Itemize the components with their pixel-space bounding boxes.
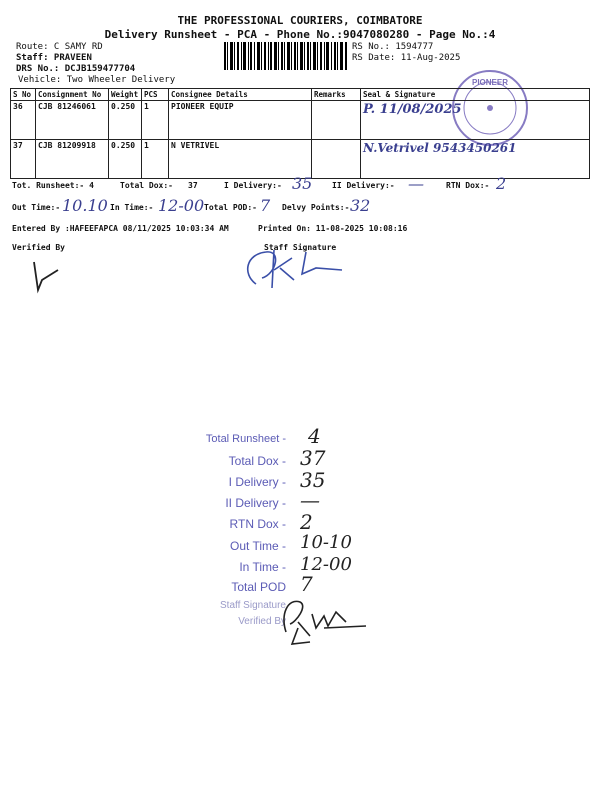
stamp-rtn-dox-value: 2 [300, 510, 313, 534]
i-delivery-handwritten: 35 [292, 174, 313, 193]
cell-remarks [312, 101, 361, 140]
stamp-in-time-label: In Time - [239, 560, 286, 574]
stamp-i-delivery-label: I Delivery - [228, 475, 286, 489]
stamp-out-time-label: Out Time - [229, 539, 286, 553]
col-sno: S No [11, 89, 36, 101]
company-title: THE PROFESSIONAL COURIERS, COIMBATORE [177, 14, 423, 27]
in-time-handwritten: 12-00 [158, 196, 205, 215]
barcode-image [224, 42, 348, 70]
handwritten-signature: N.Vetrivel 9543450261 [363, 141, 517, 155]
handwritten-signature: P. 11/08/2025 [363, 102, 462, 117]
cell-pcs: 1 [142, 140, 169, 179]
cell-weight: 0.250 [109, 140, 142, 179]
drs-label: DRS No.: DCJB159477704 [16, 64, 136, 74]
stamp-i-delivery-value: 35 [300, 468, 326, 492]
stamp-total-dox-label: Total Dox - [228, 454, 286, 468]
stamp-total-runsheet-label: Total Runsheet - [205, 433, 286, 445]
verified-by-label: Verified By [12, 243, 65, 252]
cell-consignee: PIONEER EQUIP [169, 101, 312, 140]
cell-signature [361, 140, 590, 179]
col-weight: Weight [109, 89, 142, 101]
rtn-dox-label: RTN Dox:- [446, 181, 490, 190]
tot-runsheet: Tot. Runsheet:- 4 [12, 181, 94, 190]
i-delivery-label: I Delivery:- [224, 181, 282, 190]
verifier-signature-scribble [28, 256, 68, 296]
stamp-text: PIONEER [471, 78, 508, 87]
table-row [11, 140, 590, 179]
rs-number: RS No.: 1594777 [352, 42, 434, 52]
table-header-row [11, 89, 590, 101]
out-time-label: Out Time:- [12, 203, 61, 212]
cell-pcs: 1 [142, 101, 169, 140]
delvy-points-label: Delvy Points:- [282, 203, 350, 212]
cell-sno: 36 [11, 101, 36, 140]
entered-by: Entered By :HAFEEFAPCA 08/11/2025 10:03:34 AM [12, 224, 229, 233]
col-consignee: Consignee Details [169, 89, 312, 101]
staff-signature-scribble [236, 244, 346, 294]
cell-sno: 37 [11, 140, 36, 179]
table-row [11, 101, 590, 140]
col-pcs: PCS [142, 89, 169, 101]
cell-consignment: CJB 81209918 [36, 140, 109, 179]
printed-on: Printed On: 11-08-2025 10:08:16 [258, 224, 408, 233]
vehicle-label: Vehicle: Two Wheeler Delivery [18, 75, 176, 85]
out-time-handwritten: 10.10 [62, 196, 108, 215]
route-label: Route: C SAMY RD [16, 42, 103, 52]
stamp-in-time-value: 12-00 [300, 554, 352, 575]
consignment-table [10, 88, 590, 179]
stamp-total-pod-value: 7 [300, 572, 313, 596]
runsheet-subtitle: Delivery Runsheet - PCA - Phone No.:9047080280 - Page No.:4 [104, 28, 496, 41]
stamp-ii-delivery-value: — [300, 488, 320, 512]
cell-signature [361, 101, 590, 140]
cell-weight: 0.250 [109, 101, 142, 140]
rtn-dox-handwritten: 2 [496, 174, 507, 193]
stamp-staff-signature-label: Staff Signature [220, 600, 286, 611]
stamp-rtn-dox-label: RTN Dox - [229, 517, 286, 531]
total-pod-label: Total POD:- [204, 203, 257, 212]
stamp-total-pod-label: Total POD [231, 580, 286, 594]
ii-delivery-label: II Delivery:- [332, 181, 395, 190]
total-dox-label: Total Dox:- [120, 181, 173, 190]
total-pod-handwritten: 7 [260, 196, 271, 215]
ii-delivery-handwritten: — [408, 174, 424, 193]
cell-consignment: CJB 81246061 [36, 101, 109, 140]
delvy-points-handwritten: 32 [350, 196, 371, 215]
cell-remarks [312, 140, 361, 179]
stamp-ii-delivery-label: II Delivery - [225, 496, 286, 510]
rs-date: RS Date: 11-Aug-2025 [352, 53, 461, 63]
in-time-label: In Time:- [110, 203, 154, 212]
stamp-total-dox-value: 37 [300, 446, 326, 470]
staff-label: Staff: PRAVEEN [16, 53, 92, 63]
total-dox-value: 37 [188, 181, 198, 190]
staff-signature-label: Staff Signature [264, 243, 337, 252]
col-seal-signature: Seal & Signature [361, 89, 590, 101]
stamp-total-runsheet-value: 4 [308, 424, 321, 448]
stamp-out-time-value: 10-10 [300, 532, 352, 553]
col-remarks: Remarks [312, 89, 361, 101]
col-consignment: Consignment No [36, 89, 109, 101]
cell-consignee: N VETRIVEL [169, 140, 312, 179]
stamp-box-signature-scribble [276, 592, 376, 652]
stamp-verified-by-label: Verified By [238, 616, 286, 627]
